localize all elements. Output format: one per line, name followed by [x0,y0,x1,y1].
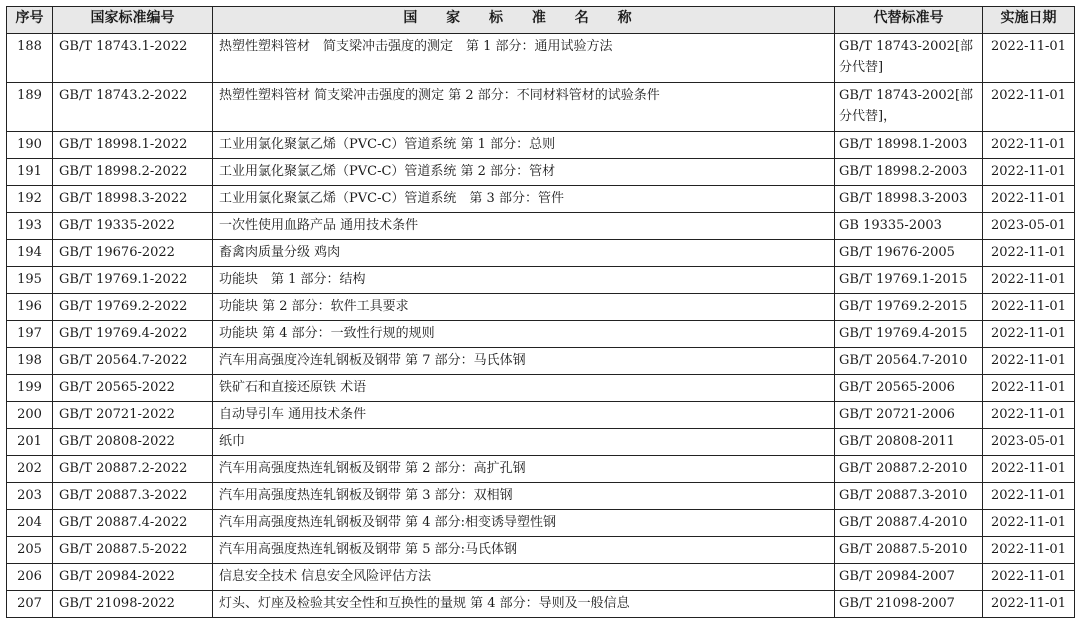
replaced-standard-cell: GB/T 20721-2006 [835,402,983,429]
standard-name-cell: 汽车用高强度热连轧钢板及钢带 第 4 部分:相变诱导塑性钢 [213,510,835,537]
implementation-date-cell: 2023-05-01 [983,429,1075,456]
standard-name-cell: 灯头、灯座及检验其安全性和互换性的量规 第 4 部分：导则及一般信息 [213,591,835,618]
implementation-date-cell: 2022-11-01 [983,456,1075,483]
standard-name-cell: 畜禽肉质量分级 鸡肉 [213,240,835,267]
replaced-standard-cell: GB/T 18998.2-2003 [835,159,983,186]
implementation-date-cell: 2023-05-01 [983,213,1075,240]
table-row [7,483,1075,510]
standard-name-cell: 纸巾 [213,429,835,456]
standard-code-cell: GB/T 21098-2022 [53,591,213,618]
table-row [7,186,1075,213]
serial-number-cell: 198 [7,348,53,375]
standard-code-cell: GB/T 19676-2022 [53,240,213,267]
serial-number-cell: 194 [7,240,53,267]
standard-code-cell: GB/T 20808-2022 [53,429,213,456]
table-row [7,564,1075,591]
standard-name-cell: 工业用氯化聚氯乙烯（PVC-C）管道系统 第 1 部分：总则 [213,132,835,159]
standard-name-cell: 汽车用高强度热连轧钢板及钢带 第 5 部分:马氏体钢 [213,537,835,564]
serial-number-cell: 191 [7,159,53,186]
implementation-date-cell: 2022-11-01 [983,34,1075,83]
serial-number-cell: 190 [7,132,53,159]
replaced-standard-cell: GB/T 20887.4-2010 [835,510,983,537]
standard-name-cell: 工业用氯化聚氯乙烯（PVC-C）管道系统 第 2 部分：管材 [213,159,835,186]
replaced-standard-cell: GB/T 20887.5-2010 [835,537,983,564]
header-replaced-standard: 代替标准号 [835,7,983,34]
table-row [7,537,1075,564]
standard-code-cell: GB/T 19335-2022 [53,213,213,240]
table-row [7,83,1075,132]
implementation-date-cell: 2022-11-01 [983,267,1075,294]
implementation-date-cell: 2022-11-01 [983,321,1075,348]
table-row [7,348,1075,375]
table-row [7,267,1075,294]
table-row [7,510,1075,537]
standard-name-cell: 功能块 第 1 部分：结构 [213,267,835,294]
standard-name-cell: 自动导引车 通用技术条件 [213,402,835,429]
serial-number-cell: 195 [7,267,53,294]
replaced-standard-cell: GB/T 20887.2-2010 [835,456,983,483]
table-row [7,375,1075,402]
standard-name-cell: 汽车用高强度热连轧钢板及钢带 第 2 部分：高扩孔钢 [213,456,835,483]
standard-code-cell: GB/T 20887.4-2022 [53,510,213,537]
replaced-standard-cell: GB/T 20564.7-2010 [835,348,983,375]
serial-number-cell: 193 [7,213,53,240]
table-row [7,159,1075,186]
replaced-standard-cell: GB/T 19769.4-2015 [835,321,983,348]
implementation-date-cell: 2022-11-01 [983,159,1075,186]
implementation-date-cell: 2022-11-01 [983,132,1075,159]
standard-code-cell: GB/T 20564.7-2022 [53,348,213,375]
table-row [7,240,1075,267]
standard-name-cell: 信息安全技术 信息安全风险评估方法 [213,564,835,591]
serial-number-cell: 202 [7,456,53,483]
standard-code-cell: GB/T 19769.1-2022 [53,267,213,294]
implementation-date-cell: 2022-11-01 [983,186,1075,213]
replaced-standard-cell: GB/T 21098-2007 [835,591,983,618]
serial-number-cell: 199 [7,375,53,402]
table-row [7,213,1075,240]
serial-number-cell: 192 [7,186,53,213]
implementation-date-cell: 2022-11-01 [983,591,1075,618]
implementation-date-cell: 2022-11-01 [983,402,1075,429]
table-row [7,34,1075,83]
standard-code-cell: GB/T 20721-2022 [53,402,213,429]
standard-name-cell: 功能块 第 2 部分：软件工具要求 [213,294,835,321]
implementation-date-cell: 2022-11-01 [983,83,1075,132]
implementation-date-cell: 2022-11-01 [983,240,1075,267]
replaced-standard-cell: GB/T 19676-2005 [835,240,983,267]
standards-table [6,6,1075,618]
standard-code-cell: GB/T 20887.5-2022 [53,537,213,564]
serial-number-cell: 203 [7,483,53,510]
serial-number-cell: 204 [7,510,53,537]
implementation-date-cell: 2022-11-01 [983,375,1075,402]
standard-name-cell: 热塑性塑料管材 简支梁冲击强度的测定 第 1 部分：通用试验方法 [213,34,835,83]
header-standard-code: 国家标准编号 [53,7,213,34]
standard-code-cell: GB/T 19769.2-2022 [53,294,213,321]
serial-number-cell: 205 [7,537,53,564]
standard-name-cell: 铁矿石和直接还原铁 术语 [213,375,835,402]
serial-number-cell: 196 [7,294,53,321]
standard-code-cell: GB/T 20565-2022 [53,375,213,402]
table-row [7,402,1075,429]
standard-name-cell: 汽车用高强度热连轧钢板及钢带 第 3 部分：双相钢 [213,483,835,510]
table-row [7,429,1075,456]
standard-code-cell: GB/T 18998.1-2022 [53,132,213,159]
serial-number-cell: 188 [7,34,53,83]
standard-code-cell: GB/T 18998.3-2022 [53,186,213,213]
standard-code-cell: GB/T 20887.3-2022 [53,483,213,510]
standard-name-cell: 工业用氯化聚氯乙烯（PVC-C）管道系统 第 3 部分：管件 [213,186,835,213]
replaced-standard-cell: GB/T 20808-2011 [835,429,983,456]
implementation-date-cell: 2022-11-01 [983,537,1075,564]
replaced-standard-cell: GB/T 19769.1-2015 [835,267,983,294]
standard-code-cell: GB/T 19769.4-2022 [53,321,213,348]
standard-name-cell: 功能块 第 4 部分：一致性行规的规则 [213,321,835,348]
standard-code-cell: GB/T 18743.1-2022 [53,34,213,83]
implementation-date-cell: 2022-11-01 [983,510,1075,537]
implementation-date-cell: 2022-11-01 [983,294,1075,321]
table-header-row [7,7,1075,34]
standard-name-cell: 一次性使用血路产品 通用技术条件 [213,213,835,240]
header-implementation-date: 实施日期 [983,7,1075,34]
replaced-standard-cell: GB 19335-2003 [835,213,983,240]
table-row [7,294,1075,321]
standard-code-cell: GB/T 20984-2022 [53,564,213,591]
table-row [7,132,1075,159]
serial-number-cell: 207 [7,591,53,618]
header-standard-name: 国 家 标 准 名 称 [213,7,835,34]
replaced-standard-cell: GB/T 20565-2006 [835,375,983,402]
implementation-date-cell: 2022-11-01 [983,483,1075,510]
serial-number-cell: 206 [7,564,53,591]
replaced-standard-cell: GB/T 20984-2007 [835,564,983,591]
standard-name-cell: 热塑性塑料管材 简支梁冲击强度的测定 第 2 部分：不同材料管材的试验条件 [213,83,835,132]
standard-name-cell: 汽车用高强度冷连轧钢板及钢带 第 7 部分：马氏体钢 [213,348,835,375]
table-row [7,456,1075,483]
standard-code-cell: GB/T 20887.2-2022 [53,456,213,483]
standards-table-container [6,6,1074,609]
serial-number-cell: 197 [7,321,53,348]
replaced-standard-cell: GB/T 18743-2002[部分代替] [835,34,983,83]
replaced-standard-cell: GB/T 18743-2002[部分代替]， [835,83,983,132]
header-serial-number: 序号 [7,7,53,34]
implementation-date-cell: 2022-11-01 [983,348,1075,375]
replaced-standard-cell: GB/T 19769.2-2015 [835,294,983,321]
replaced-standard-cell: GB/T 20887.3-2010 [835,483,983,510]
serial-number-cell: 201 [7,429,53,456]
table-row [7,321,1075,348]
standard-code-cell: GB/T 18743.2-2022 [53,83,213,132]
serial-number-cell: 200 [7,402,53,429]
table-row [7,591,1075,618]
serial-number-cell: 189 [7,83,53,132]
replaced-standard-cell: GB/T 18998.3-2003 [835,186,983,213]
standard-code-cell: GB/T 18998.2-2022 [53,159,213,186]
implementation-date-cell: 2022-11-01 [983,564,1075,591]
replaced-standard-cell: GB/T 18998.1-2003 [835,132,983,159]
